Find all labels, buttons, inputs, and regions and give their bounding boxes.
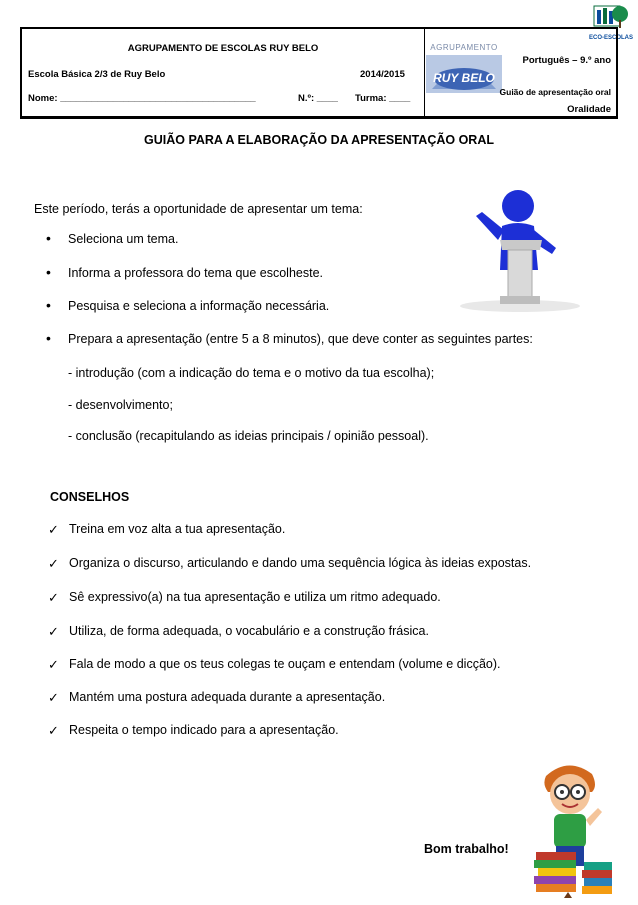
list-item <box>46 330 533 348</box>
speaker-illustration <box>458 180 582 312</box>
advice-text: Organiza o discurso, articulando e dando uma sequência lógica às ideias expostas. <box>69 556 532 570</box>
list-item <box>46 297 330 315</box>
logo-text-top: AGRUPAMENTO <box>430 43 498 52</box>
advice-text: Utiliza, de forma adequada, o vocabulário e a construção frásica. <box>69 624 429 638</box>
bullet-icon: • <box>46 264 51 280</box>
number-field[interactable]: N.º: ____ <box>298 93 338 104</box>
bullet-icon: • <box>46 330 51 346</box>
part-item: - conclusão (recapitulando as ideias principais / opinião pessoal). <box>68 429 429 443</box>
agrupamento-logo <box>426 43 502 93</box>
checkmark-icon: ✓ <box>48 723 59 738</box>
advice-text: Sê expressivo(a) na tua apresentação e utiliza um ritmo adequado. <box>69 590 441 604</box>
bullet-icon: • <box>46 230 51 246</box>
speaker-at-podium-icon <box>458 180 582 312</box>
advice-text: Respeita o tempo indicado para a apresentação. <box>69 723 339 737</box>
intro-text: Este período, terás a oportunidade de apresentar um tema: <box>34 202 363 216</box>
logo-text-main: RUY BELO <box>433 71 495 85</box>
list-item <box>48 555 532 573</box>
topic-label: Oralidade <box>567 104 611 115</box>
header-box <box>20 27 618 119</box>
list-item <box>48 589 441 607</box>
advice-heading: CONSELHOS <box>50 490 130 504</box>
list-item <box>48 689 386 707</box>
list-item <box>48 623 429 641</box>
list-item <box>48 722 339 740</box>
part-item: - desenvolvimento; <box>68 398 173 412</box>
school-year: 2014/2015 <box>360 69 405 80</box>
checkmark-icon: ✓ <box>48 522 59 537</box>
guide-label: Guião de apresentação oral <box>499 87 611 97</box>
header-left <box>22 29 425 116</box>
subject: Português – 9.º ano <box>522 55 611 66</box>
advice-text: Treina em voz alta a tua apresentação. <box>69 522 286 536</box>
list-item <box>46 264 324 282</box>
list-item <box>48 521 286 539</box>
list-item <box>46 230 179 248</box>
part-item: - introdução (com a indicação do tema e o motivo da tua escolha); <box>68 366 435 380</box>
checkmark-icon: ✓ <box>48 624 59 639</box>
checkmark-icon: ✓ <box>48 657 59 672</box>
list-item <box>48 656 501 674</box>
bullet-icon: • <box>46 297 51 313</box>
advice-text: Mantém uma postura adequada durante a apresentação. <box>69 690 386 704</box>
checkmark-icon: ✓ <box>48 590 59 605</box>
checkmark-icon: ✓ <box>48 690 59 705</box>
step-text: Seleciona um tema. <box>68 232 179 246</box>
class-field[interactable]: Turma: ____ <box>355 93 411 104</box>
school-group: AGRUPAMENTO DE ESCOLAS RUY BELO <box>127 43 319 54</box>
student-with-books-icon <box>528 760 618 900</box>
step-text: Prepara a apresentação (entre 5 a 8 minutos), que deve conter as seguintes partes: <box>68 332 533 346</box>
header-right <box>424 29 616 116</box>
step-text: Informa a professora do tema que escolheste. <box>68 266 324 280</box>
advice-text: Fala de modo a que os teus colegas te ouçam e entendam (volume e dicção). <box>69 657 501 671</box>
student-illustration <box>528 760 618 900</box>
page-title: GUIÃO PARA A ELABORAÇÃO DA APRESENTAÇÃO ORAL <box>144 133 494 147</box>
school-name: Escola Básica 2/3 de Ruy Belo <box>28 69 166 80</box>
step-text: Pesquisa e seleciona a informação necessária. <box>68 299 330 313</box>
eco-escolas-label: ECO-ESCOLAS <box>588 35 633 41</box>
checkmark-icon: ✓ <box>48 556 59 571</box>
closing-text: Bom trabalho! <box>424 842 509 856</box>
name-field[interactable]: Nome: _____________________________________ <box>28 93 256 104</box>
